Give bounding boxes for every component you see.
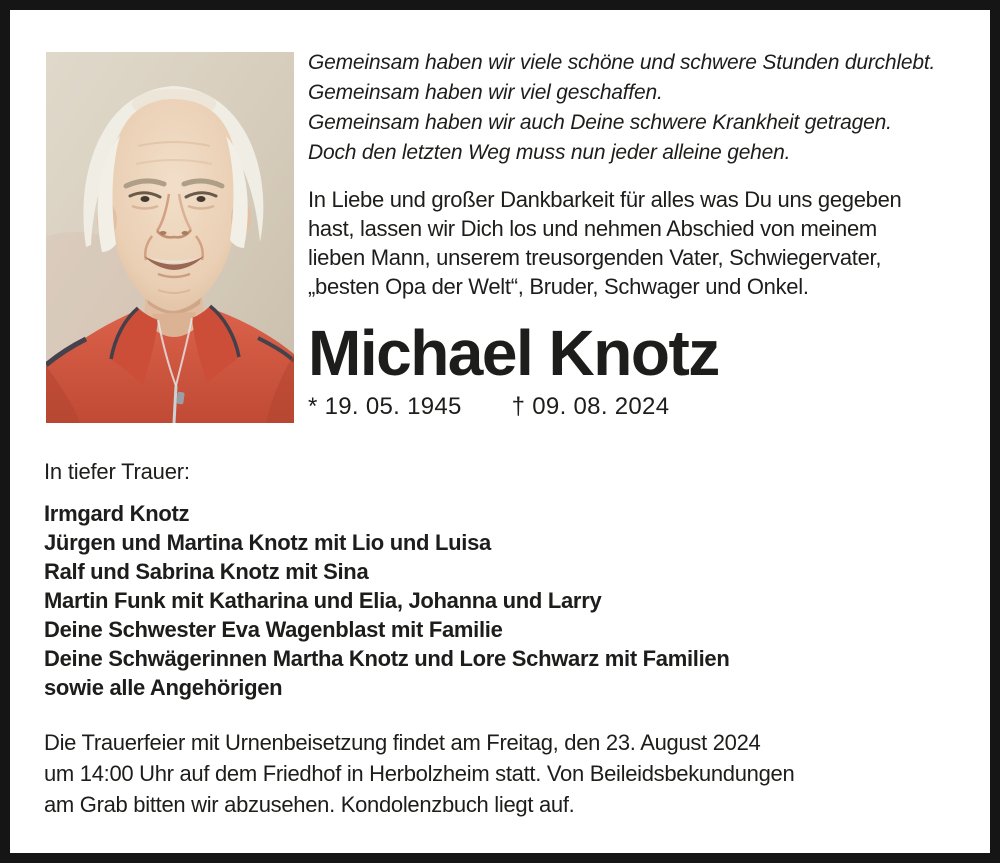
funeral-details	[44, 727, 964, 820]
death-date: † 09. 08. 2024	[511, 393, 670, 420]
portrait-photo	[46, 52, 294, 423]
mourning-section	[44, 457, 964, 820]
tribute-line: „besten Opa der Welt“, Bruder, Schwager und Onkel.	[308, 274, 809, 299]
funeral-line: um 14:00 Uhr auf dem Friedhof in Herbolzheim statt. Von Beileidsbekundungen	[44, 761, 795, 786]
portrait-illustration	[46, 52, 294, 423]
mourner-line: Deine Schwägerinnen Martha Knotz und Lore Schwarz mit Familien	[44, 646, 730, 671]
poem-line: Gemeinsam haben wir viele schöne und schwere Stunden durchlebt.	[308, 51, 936, 74]
birth-date: * 19. 05. 1945	[308, 393, 462, 420]
mourner-line: Deine Schwester Eva Wagenblast mit Familie	[44, 617, 503, 642]
tribute-paragraph	[308, 185, 976, 301]
notice-sheet	[10, 10, 990, 853]
mourner-line: Irmgard Knotz	[44, 501, 190, 526]
tribute-line: hast, lassen wir Dich los und nehmen Abschied von meinem	[308, 216, 877, 241]
poem-line: Gemeinsam haben wir auch Deine schwere Krankheit getragen.	[308, 111, 892, 134]
mourning-intro: In tiefer Trauer:	[44, 459, 190, 484]
mourner-line: sowie alle Angehörigen	[44, 675, 283, 700]
memorial-poem	[308, 48, 976, 168]
funeral-line: Die Trauerfeier mit Urnenbeisetzung findet am Freitag, den 23. August 2024	[44, 730, 761, 755]
tribute-line: lieben Mann, unserem treusorgenden Vater, Schwiegervater,	[308, 245, 882, 270]
mourner-line: Martin Funk mit Katharina und Elia, Johanna und Larry	[44, 588, 602, 613]
mourners-list	[44, 499, 964, 702]
deceased-name: Michael Knotz	[308, 317, 719, 389]
poem-line: Gemeinsam haben wir viel geschaffen.	[308, 81, 663, 104]
poem-line: Doch den letzten Weg muss nun jeder alleine gehen.	[308, 141, 791, 164]
tribute-line: In Liebe und großer Dankbarkeit für alles was Du uns gegeben	[308, 187, 902, 212]
mourner-line: Jürgen und Martina Knotz mit Lio und Luisa	[44, 530, 491, 555]
text-column	[308, 48, 976, 422]
life-dates	[308, 392, 976, 422]
funeral-line: am Grab bitten wir abzusehen. Kondolenzbuch liegt auf.	[44, 792, 575, 817]
mourner-line: Ralf und Sabrina Knotz mit Sina	[44, 559, 369, 584]
